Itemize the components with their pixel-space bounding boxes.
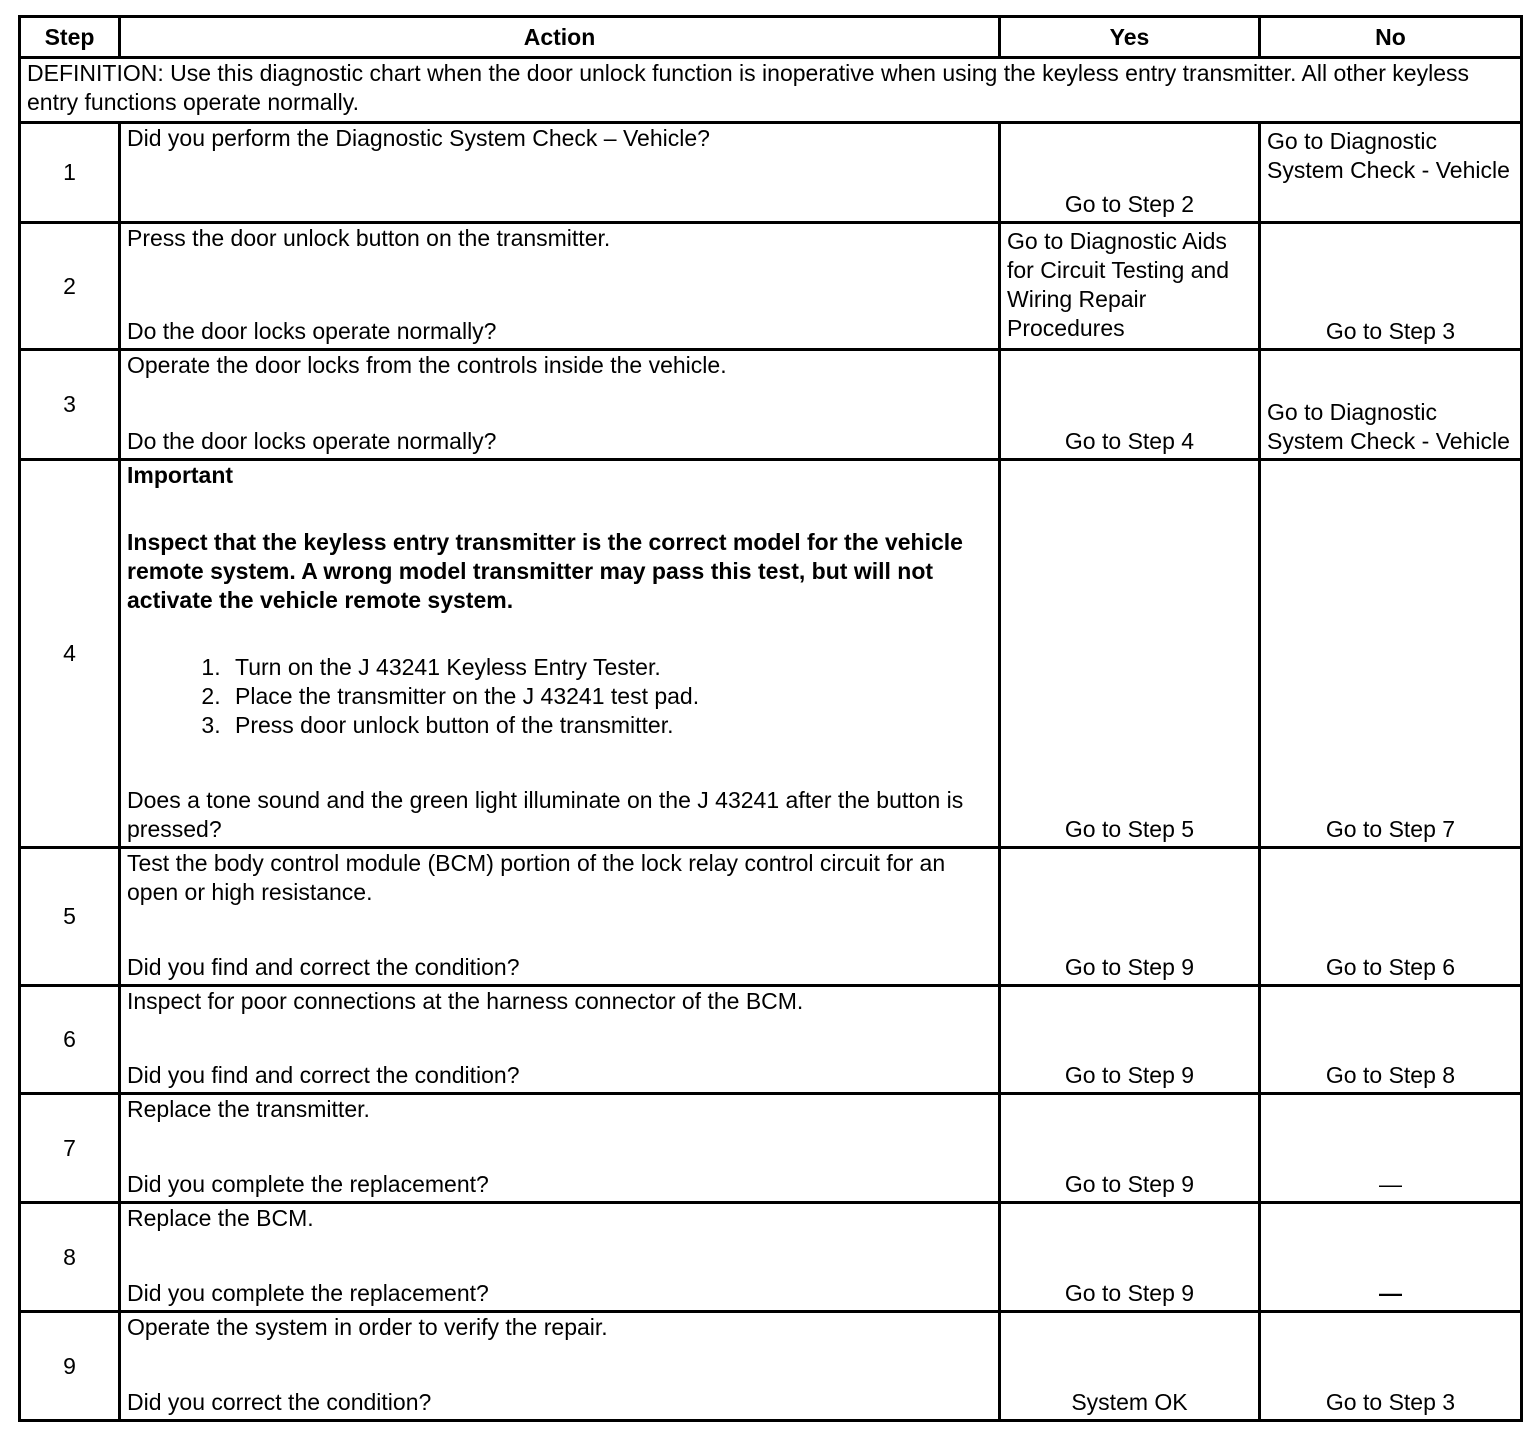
- question-text: Do the door locks operate normally?: [127, 428, 497, 454]
- no-text: Go to Diagnostic System Check - Vehicle: [1267, 128, 1510, 183]
- yes-text: Go to Step 9: [1064, 1280, 1195, 1306]
- action-text: Operate the system in order to verify the repair.: [127, 1314, 608, 1340]
- action-cell: [120, 123, 1000, 223]
- no-text: Go to Step 8: [1325, 1062, 1456, 1088]
- table-row: [20, 986, 1522, 1094]
- important-title: Important: [127, 462, 234, 488]
- action-text: Replace the transmitter.: [127, 1096, 370, 1122]
- question-text: Do the door locks operate normally?: [127, 318, 497, 344]
- action-cell: [120, 223, 1000, 350]
- yes-cell: [1000, 986, 1260, 1094]
- definition-text: DEFINITION: Use this diagnostic chart when the door unlock function is inoperative when using the keyless entry transmitter. All other keyless entry functions operate normally.: [20, 58, 1522, 123]
- table-row: [20, 1312, 1522, 1421]
- no-text: —: [1379, 1171, 1402, 1197]
- action-cell: [120, 1312, 1000, 1421]
- no-cell: [1260, 1312, 1522, 1421]
- question-text: Did you correct the condition?: [127, 1389, 432, 1415]
- table-row: [20, 848, 1522, 986]
- step-number: 1: [20, 123, 120, 223]
- step-number: 7: [20, 1094, 120, 1203]
- no-cell: [1260, 350, 1522, 460]
- table-row: [20, 123, 1522, 223]
- table-row: [20, 1203, 1522, 1312]
- no-text: —: [1379, 1280, 1402, 1306]
- question-text: Did you complete the replacement?: [127, 1171, 489, 1197]
- yes-text: Go to Step 4: [1064, 428, 1195, 454]
- diagnostic-table: [18, 15, 1523, 1422]
- yes-cell: [1000, 1203, 1260, 1312]
- question-text: Did you find and correct the condition?: [127, 954, 520, 980]
- action-text: Inspect for poor connections at the harness connector of the BCM.: [127, 988, 804, 1014]
- header-step: Step: [20, 17, 120, 58]
- step-number: 6: [20, 986, 120, 1094]
- substep-list: [127, 653, 992, 740]
- yes-text: Go to Diagnostic Aids for Circuit Testing and Wiring Repair Procedures: [1007, 228, 1230, 341]
- step-number: 4: [20, 460, 120, 848]
- yes-cell: [1000, 460, 1260, 848]
- question-text: Did you find and correct the condition?: [127, 1062, 520, 1088]
- list-item: 2. Place the transmitter on the J 43241 test pad.: [227, 682, 992, 711]
- no-cell: [1260, 460, 1522, 848]
- action-text: Press the door unlock button on the transmitter.: [127, 225, 611, 251]
- no-text: Go to Step 6: [1325, 954, 1456, 980]
- no-cell: [1260, 848, 1522, 986]
- step-number: 3: [20, 350, 120, 460]
- action-cell: [120, 848, 1000, 986]
- yes-text: Go to Step 2: [1064, 191, 1195, 217]
- no-text: Go to Step 7: [1325, 816, 1456, 842]
- action-text: Did you perform the Diagnostic System Check – Vehicle?: [127, 125, 710, 151]
- no-text: Go to Step 3: [1325, 318, 1456, 344]
- header-row: [20, 17, 1522, 58]
- no-cell: [1260, 1203, 1522, 1312]
- question-text: Did you complete the replacement?: [127, 1280, 489, 1306]
- yes-cell: [1000, 1094, 1260, 1203]
- no-cell: [1260, 223, 1522, 350]
- yes-cell: [1000, 223, 1260, 350]
- action-cell: [120, 460, 1000, 848]
- action-cell: [120, 1203, 1000, 1312]
- question-text: Does a tone sound and the green light illuminate on the J 43241 after the button is pressed?: [127, 787, 964, 842]
- yes-cell: [1000, 1312, 1260, 1421]
- action-text: Replace the BCM.: [127, 1205, 314, 1231]
- step-number: 2: [20, 223, 120, 350]
- no-cell: [1260, 123, 1522, 223]
- table-row: [20, 350, 1522, 460]
- list-item: 1. Turn on the J 43241 Keyless Entry Tester.: [227, 653, 992, 682]
- important-text: Inspect that the keyless entry transmitter is the correct model for the vehicle remote system. A wrong model transmitter may pass this test, but will not activate the vehicle remote system.: [127, 529, 963, 613]
- step-number: 8: [20, 1203, 120, 1312]
- yes-text: System OK: [1071, 1389, 1188, 1415]
- action-cell: [120, 1094, 1000, 1203]
- yes-text: Go to Step 9: [1064, 954, 1195, 980]
- table-row: [20, 460, 1522, 848]
- yes-cell: [1000, 350, 1260, 460]
- no-cell: [1260, 1094, 1522, 1203]
- action-cell: [120, 350, 1000, 460]
- list-item: 3. Press door unlock button of the transmitter.: [227, 711, 992, 740]
- step-number: 5: [20, 848, 120, 986]
- step-number: 9: [20, 1312, 120, 1421]
- yes-text: Go to Step 9: [1064, 1171, 1195, 1197]
- yes-text: Go to Step 9: [1064, 1062, 1195, 1088]
- table-row: [20, 223, 1522, 350]
- header-no: No: [1260, 17, 1522, 58]
- yes-cell: [1000, 848, 1260, 986]
- action-text: Test the body control module (BCM) portion of the lock relay control circuit for an open or high resistance.: [127, 850, 946, 905]
- yes-text: Go to Step 5: [1064, 816, 1195, 842]
- definition-row: [20, 58, 1522, 123]
- no-text: Go to Step 3: [1325, 1389, 1456, 1415]
- table-row: [20, 1094, 1522, 1203]
- no-cell: [1260, 986, 1522, 1094]
- header-yes: Yes: [1000, 17, 1260, 58]
- header-action: Action: [120, 17, 1000, 58]
- no-text: Go to Diagnostic System Check - Vehicle: [1267, 399, 1510, 454]
- action-text: Operate the door locks from the controls inside the vehicle.: [127, 352, 727, 378]
- yes-cell: [1000, 123, 1260, 223]
- action-cell: [120, 986, 1000, 1094]
